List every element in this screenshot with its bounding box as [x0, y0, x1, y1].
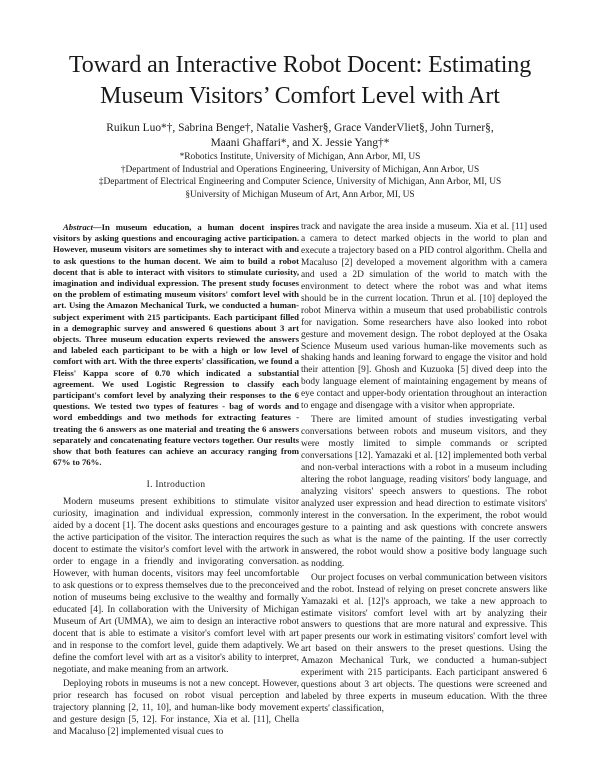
intro-paragraph-4: There are limited amount of studies investigating verbal conversations between robots and museum visitors, and they were mostly limited to simple commands or scripted conversations [12]. Yamazaki et al. [12] implemented both verbal and non-verbal interactions with a robot in a museum including altering the robot language, reading visitors' body language, and analyzing visitors' speech answers to questions. The robot analyzed user expression and head direction to estimate visitors' interest in the conversation. In the experiment, the robot would gesture to a painting and ask questions with concrete answers such as what is the name of the painting. If the user correctly answered, the robot would show a positive body language such as nodding. — [301, 415, 547, 569]
title-line-2: Museum Visitors’ Comfort Level with Art — [100, 83, 500, 109]
abstract — [53, 222, 299, 468]
affiliation-umma: §University of Michigan Museum of Art, Ann Arbor, MI, US — [185, 190, 415, 201]
affiliation-eecs: ‡Department of Electrical Engineering and Computer Science, University of Michigan, Ann Arbor, MI, US — [98, 177, 502, 188]
abstract-text: In museum education, a human docent inspires visitors by asking questions and encouraging active participation. However, museum visitors are sometimes shy to interact with and to ask questions to the human docent. We aim to build a robot docent that is able to interact with visitors to stimulate curiosity, imagination and individual expression. The present study focuses on the problem of estimating museum visitors' comfort level with art. Using the Amazon Mechanical Turk, we conducted a human-subject experiment with 215 participants. Each participant filled in a demographic survey and answered 6 questions about 3 art objects. Three museum education experts reviewed the answers and labeled each participant to be with a high or low level of comfort with art. With the three experts' classification, we found a Fleiss' Kappa score of 0.70 which indicated a substantial agreement. We used Logistic Regression to classify each participant's comfort level by analyzing their responses to the 6 questions. We tested two types of features - bag of words and word embeddings and two methods for extracting features - treating the 6 answers as one material and treating the 6 answers separately and concatenating feature vectors together. Our results show that both features can achieve an accuracy ranging from 67% to 76%. — [53, 222, 299, 468]
left-column — [53, 222, 299, 738]
title-line-1: Toward an Interactive Robot Docent: Estimating — [68, 52, 532, 78]
intro-paragraph-5: Our project focuses on verbal communication between visitors and the robot. Instead of relying on preset concrete answers like Yamazaki et al. [12]'s approach, we take a new approach to estimate visitors' comfort level with art by analyzing their answers to questions that are more natural and expressive. This paper presents our work in estimating visitors' comfort level with art based on their answers to the preset questions. Using the Amazon Mechanical Turk, we conducted a human-subject experiment with 215 participants. Each participant answered 6 questions about 3 art objects. The questions were screened and labeled by three experts in museum education. With the three experts' classification, — [301, 572, 547, 715]
author-list — [40, 121, 560, 151]
paper-title — [40, 50, 560, 112]
affiliation-ioe: †Department of Industrial and Operations Engineering, University of Michigan, Ann Arbor, US — [120, 164, 480, 175]
section-heading-introduction: I. Introduction — [146, 480, 206, 491]
intro-paragraph-3: track and navigate the area inside a museum. Xia et al. [11] used a camera to detect marked objects in the world to plan and execute a trajectory based on a PID control algorithm. Chella and Macaluso [2] developed a movement algorithm with a camera and used a 2D simulation of the world to match with the environment to detect where the robot was and what items should be in the current location. Thrun et al. [10] deployed the robot Minerva within a museum that used probabilistic controls for navigation. Some researchers have also looked into robot gesture and movement design. The robot deployed at the Osaka Science Museum used various human-like movements such as shaking hands and leaning forward to engage the visitor and hold their attention [9]. Ghosh and Kuzuoka [5] dived deep into the body language element of maintaining engagement by means of eye contact and upper-body orientation throughout an interaction to engage and disengage with a visitor when appropriate. — [301, 222, 547, 412]
abstract-label: Abstract— — [63, 222, 102, 232]
intro-paragraph-1: Modern museums present exhibitions to stimulate visitor curiosity, imagination and individual expression, commonly aided by a docent [1]. The docent asks questions and encourages the active participation of the visitor. The interaction requires the docent to estimate the visitor's comfort level with the artwork in order to engage in a friendly and invigorating conversation. However, with human docents, visitors may feel uncomfortable to ask questions or to express themselves due to the preconceived notion of museums being exclusive to the wealthy and formally educated [4]. In collaboration with the University of Michigan Museum of Art (UMMA), we aim to design an interactive robot docent that is able to estimate a visitor's comfort level with art and in response to the comfort level, guide them adaptively. We define the comfort level with art as a visitor's ability to interpret, negotiate, and make meaning from an artwork. — [53, 497, 299, 675]
affiliations — [40, 151, 560, 202]
affiliation-robotics: *Robotics Institute, University of Michigan, Ann Arbor, MI, US — [179, 152, 421, 162]
intro-paragraph-2: Deploying robots in museums is not a new concept. However, prior research has focused on robot visual perception and trajectory planning [2, 11, 10], and human-like body movement and gesture design [5, 12]. For instance, Xia et al. [11], Chella and Macaluso [2] implemented visual cues to — [53, 678, 299, 737]
authors-line-1: Ruikun Luo*†, Sabrina Benge†, Natalie Vasher§, Grace VanderVliet§, John Turner§, — [106, 122, 494, 134]
right-column — [301, 222, 547, 716]
authors-line-2: Maani Ghaffari*, and X. Jessie Yang†* — [210, 137, 390, 149]
